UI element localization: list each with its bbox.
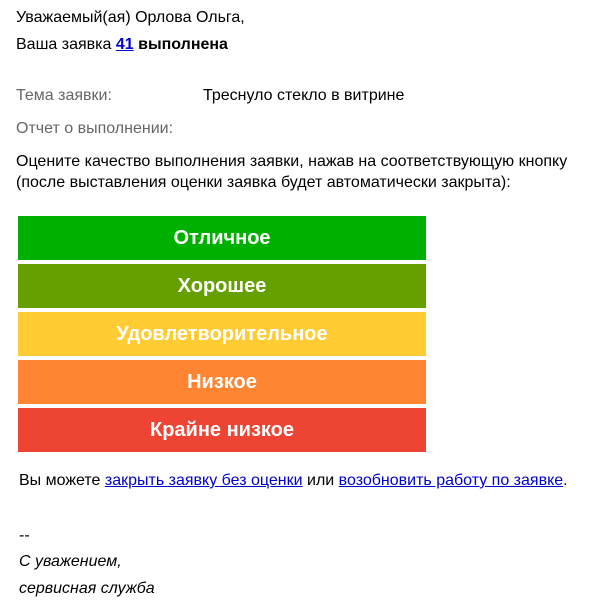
instructions-line1: Оцените качество выполнения заявки, нажав на соответствующую кнопку <box>16 153 568 170</box>
signature-team: сервисная служба <box>19 580 155 597</box>
request-status <box>16 36 228 54</box>
footer-middle: или <box>307 472 335 489</box>
status-prefix: Ваша заявка <box>16 36 112 53</box>
topic-label: Тема заявки: <box>16 87 112 104</box>
topic-value: Треснуло стекло в витрине <box>203 87 405 104</box>
request-number-link[interactable]: 41 <box>115 36 134 53</box>
report-label: Отчет о выполнении: <box>16 120 174 137</box>
greeting: Уважаемый(ая) Орлова Ольга, <box>16 9 245 26</box>
rating-excellent-button[interactable]: Отличное <box>18 216 426 260</box>
footer-actions <box>19 472 568 490</box>
footer-end: . <box>563 472 568 489</box>
rating-satisfactory-button[interactable]: Удовлетворительное <box>18 312 426 356</box>
instructions-line2: (после выставления оценки заявка будет автоматически закрыта): <box>16 174 511 191</box>
close-without-rating-link[interactable]: закрыть заявку без оценки <box>104 472 303 489</box>
signature-regards: С уважением, <box>19 553 122 570</box>
footer-prefix: Вы можете <box>19 472 101 489</box>
rating-very-low-button[interactable]: Крайне низкое <box>18 408 426 452</box>
status-suffix: выполнена <box>138 36 228 53</box>
rating-good-button[interactable]: Хорошее <box>18 264 426 308</box>
reopen-request-link[interactable]: возобновить работу по заявке <box>338 472 564 489</box>
rating-low-button[interactable]: Низкое <box>18 360 426 404</box>
signature-separator: -- <box>19 527 30 544</box>
